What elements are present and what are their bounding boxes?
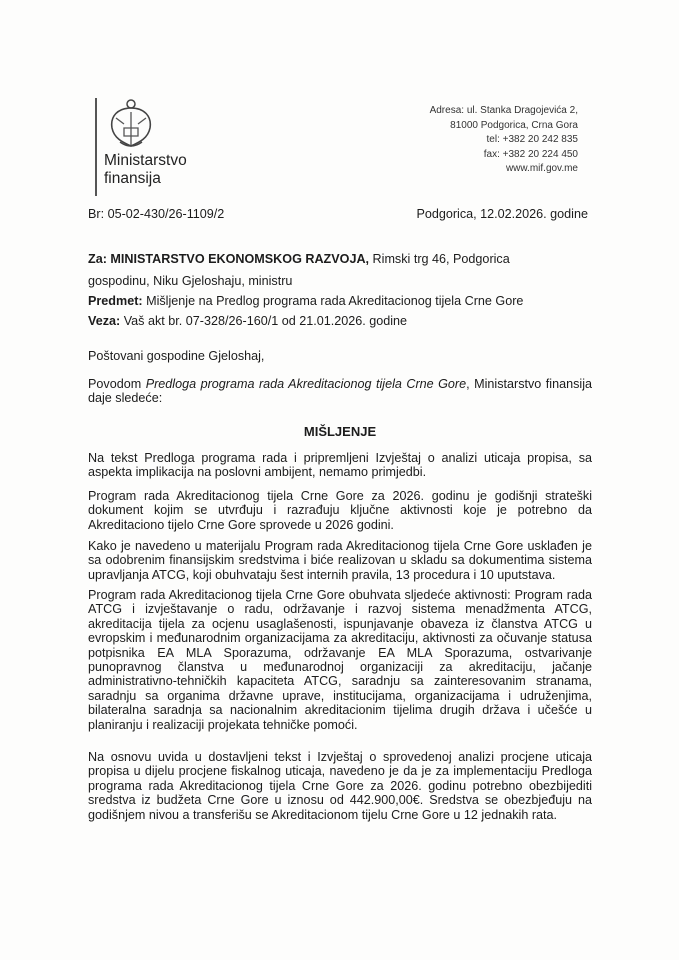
recipient-label: Za: bbox=[88, 252, 107, 266]
ministry-name bbox=[104, 152, 187, 188]
address-city: 81000 Podgorica, Crna Gora bbox=[450, 119, 578, 131]
reference-text: Vaš akt br. 07-328/26-160/1 od 21.01.2026. godine bbox=[120, 314, 408, 328]
website-link[interactable]: www.mif.gov.me bbox=[505, 163, 578, 174]
subject bbox=[88, 294, 523, 308]
salutation: Poštovani gospodine Gjeloshaj, bbox=[88, 349, 265, 363]
ministry-name-line2: finansija bbox=[104, 170, 161, 187]
subject-label: Predmet: bbox=[88, 294, 143, 308]
recipient-name: MINISTARSTVO EKONOMSKOG RAZVOJA, bbox=[110, 252, 370, 266]
reference bbox=[88, 314, 407, 328]
intro-paragraph bbox=[88, 377, 592, 406]
phone: tel: +382 20 242 835 bbox=[486, 134, 578, 145]
intro-after: , Ministarstvo finansija daje sledeće: bbox=[88, 377, 592, 406]
coat-of-arms-icon bbox=[106, 98, 156, 152]
paragraph: Program rada Akreditacionog tijela Crne Gore obuhvata sljedeće aktivnosti: Program rada ATCG i izvještavanje o radu, održavanje i razvoj sistema menadžmenta ATCG, akreditacija tijela za ocjenu usaglašenosti, ispunjavanje obaveza iz članstva ATCG u evropskim i međunarodnim organizacijama za akreditaciju, aktivnosti za očuvanje statusa potpisnika EA MLA Sporazuma, održavanje EA MLA Sporazuma, ostvarivanje punopravnog članstva u međunarodnoj organizaciji za akreditaciju, jačanje administrativno-tehničkih kapaciteta ATCG, saradnju sa zainteresovanim stranama, saradnju sa organima državne uprave, institucijama, organizacijama i udruženjima, bilateralna saradnja sa nacionalnim akreditacionim tijelima drugih država i učešće u planiranju i realizaciji projekata tehničke pomoći. bbox=[88, 588, 592, 732]
reference-label: Veza: bbox=[88, 314, 121, 328]
paragraph: Kako je navedeno u materijalu Program rada Akreditacionog tijela Crne Gore usklađen je sa odobrenim finansijskim sredstvima i biće realizovan u skladu sa dokumentima sistema upravljanja ATCG, koji obuhvataju šest internih pravila, 13 procedura i 10 uputstava. bbox=[88, 539, 592, 582]
place-date: Podgorica, 12.02.2026. godine bbox=[416, 207, 588, 221]
ministry-name-line1: Ministarstvo bbox=[104, 152, 187, 169]
subject-text: Mišljenje na Predlog programa rada Akreditacionog tijela Crne Gore bbox=[142, 294, 524, 308]
heading: MIŠLJENJE bbox=[303, 424, 377, 439]
paragraph: Na osnovu uvida u dostavljeni tekst i Izvještaj o sprovedenoj analizi procjene uticaja propisa u dijelu procjene fiskalnog uticaja, navedeno je da je za implementaciju Predloga programa rada Akreditacionog tijela Crne Gore za 2026. godinu potrebno obezbijediti sredstva iz budžeta Crne Gore u iznosu od 442.900,00€. Sredstva se obezbjeđuju na godišnjem nivou a transferišu se Akreditacionom tijelu Crne Gore u 12 jednakih rata. bbox=[88, 750, 592, 822]
recipient-person: gospodinu, Niku Gjeloshaju, ministru bbox=[88, 274, 293, 288]
contact-address bbox=[430, 104, 578, 177]
paragraph: Program rada Akreditacionog tijela Crne Gore za 2026. godinu je godišnji strateški dokument kojim se utvrđuju i razrađuju ključne aktivnosti koje je potrebno da Akreditaciono tijelo Crne Gore sprovede u 2026 godini. bbox=[88, 489, 592, 532]
letterhead-divider bbox=[95, 98, 97, 196]
address-line: Adresa: ul. Stanka Dragojevića 2, bbox=[429, 105, 578, 116]
intro-italic: Predloga programa rada Akreditacionog tijela Crne Gore bbox=[145, 377, 467, 391]
recipient-address: Rimski trg 46, Podgorica bbox=[369, 252, 510, 266]
intro-before: Povodom bbox=[88, 377, 146, 391]
reference-number: Br: 05-02-430/26-1109/2 bbox=[88, 207, 225, 221]
fax: fax: +382 20 224 450 bbox=[483, 148, 578, 160]
recipient bbox=[88, 252, 510, 266]
paragraph: Na tekst Predloga programa rada i pripremljeni Izvještaj o analizi uticaja propisa, sa aspekta implikacija na poslovni ambijent, nemamo primjedbi. bbox=[88, 451, 592, 480]
